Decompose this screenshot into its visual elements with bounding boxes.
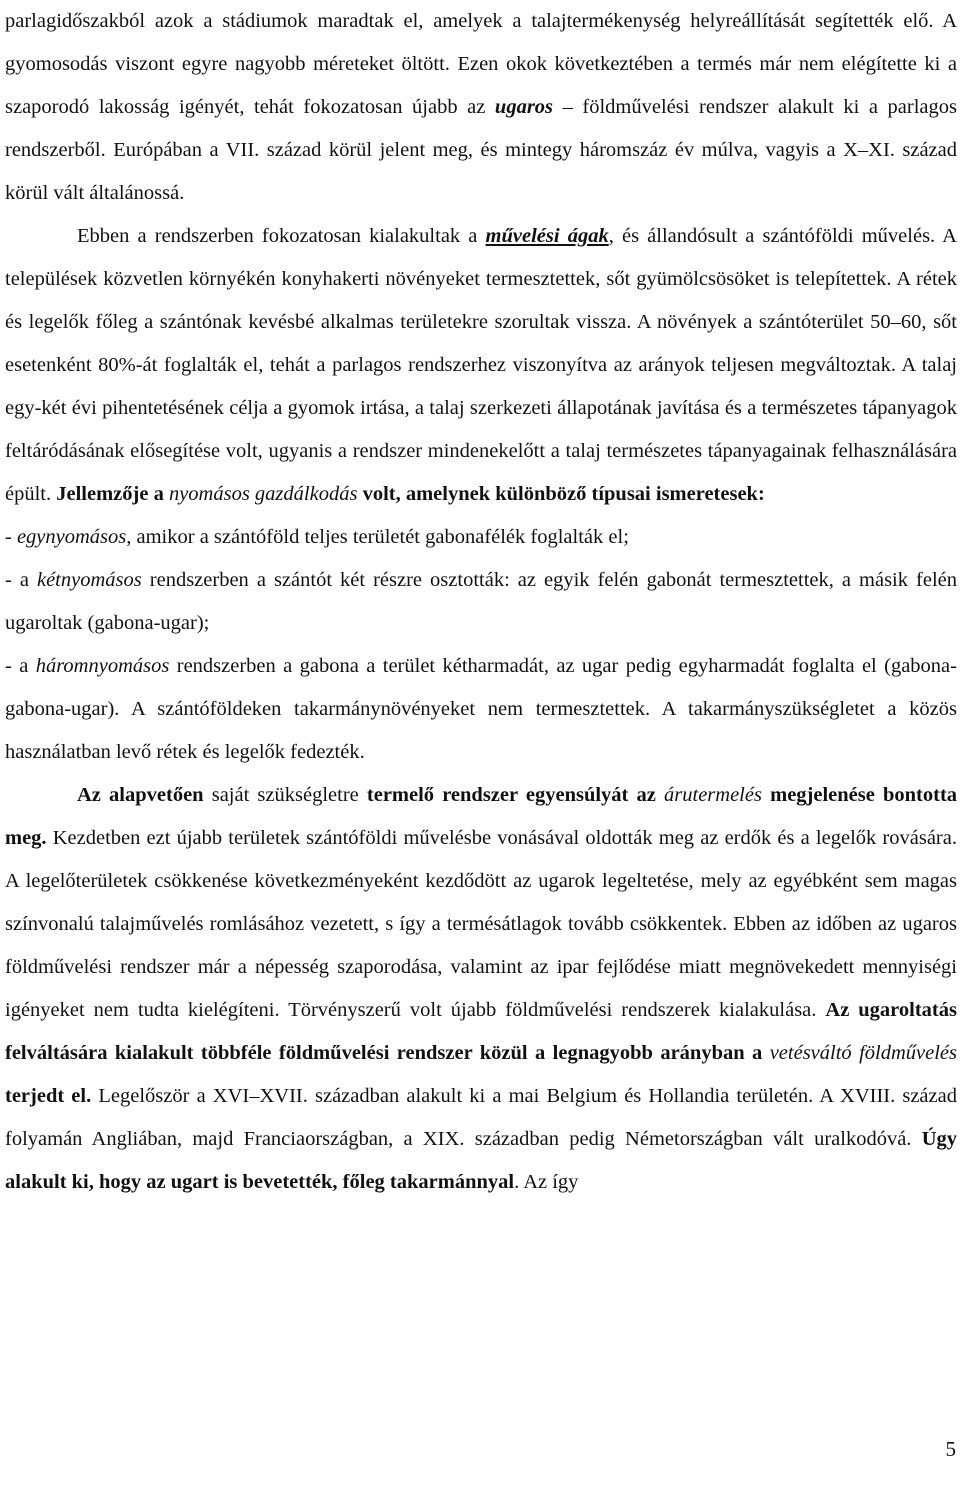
term-haromnyomasos: háromnyomásos [35,655,170,677]
text-run: – földművelési rendszer alakult ki a parlagos rendszerből. Európában a VII. század körül jelent meg, és mintegy háromszáz év múlva, vagyis a X–XI. század körül vált általánossá. [5,96,957,204]
bold-run: volt, amelynek különböző típusai ismeretesek: [357,483,765,505]
paragraph-arutermeles: Az alapvetően saját szükségletre termelő rendszer egyensúlyát az árutermelés megjelenése bontotta meg. Kezdetben ezt újabb területek szántóföldi művelésbe vonásával oldották meg az erdők és a legelők rovására. A legelőterületek csökkenése következményeként kezdődött az ugarok legeltetése, mely az egyébként sem magas színvonalú talajművelés romlásához vezetett, s így a termésátlagok tovább csökkentek. Ebben az időben az ugaros földművelési rendszer már a népesség szaporodása, valamint az ipar fejlődése miatt megnövekedett mennyiségi igényeket nem tudta kielégíteni. Törvényszerű volt újabb földművelési rendszerek kialakulása. Az ugaroltatás felváltására kialakult többféle földművelési rendszer közül a legnagyobb arányban a vetésváltó földművelés terjedt el. Legelőször a XVI–XVII. században alakult ki a mai Belgium és Hollandia területén. A XVIII. század folyamán Angliában, majd Franciaországban, a XIX. században pedig Németországban vált uralkodóvá. Úgy alakult ki, hogy az ugart is bevetették, főleg takarmánnyal. Az így [5,784,958,1193]
term-ugaros: ugaros [494,96,554,118]
bold-run: Az ugaroltatás felváltására kialakult többféle földművelési rendszer közül a legnagyobb arányban a [5,999,957,1064]
text-run: , és állandósult a szántóföldi művelés. A települések közvetlen környékén konyhakerti növényeket termesztettek, sőt gyümölcsösöket is telepítettek. A rétek és legelők főleg a szántónak kevésbé alkalmas területekre szorultak vissza. A növények a szántóterület 50–60, sőt esetenként 80%-át foglalták el, tehát a parlagos rendszerhez viszonyítva az arányok teljesen megváltoztak. A talaj egy-két évi pihentetésének célja a gyomok irtása, a talaj szerkezeti állapotának javítása és a természetes tápanyagok feltáródásának elősegítése volt, ugyanis a rendszer mindenekelőtt a talaj természetes tápanyagainak felhasználására épült. [5,225,957,505]
bold-run: Az alapvetően [77,784,204,806]
term-nyomasos-gazdalkodas: nyomásos gazdálkodás [168,483,358,505]
bold-run: megjelenése bontotta meg. [5,784,958,849]
term-arutermeles: árutermelés [664,784,762,806]
document-page [5,0,957,1204]
term-muvelesi-agak: művelési ágak [485,225,609,247]
page-number: 5 [945,1437,956,1461]
bold-run: terjedt el. [5,1085,92,1107]
term-vetesvalto: vetésváltó földművelés [769,1042,957,1064]
text-run: parlagidőszakból azok a stádiumok maradtak el, amelyek a talajtermékenység helyreállítását segítették elő. A gyomosodás viszont egyre nagyobb méreteket öltött. Ezen okok következtében a termés már nem elégítette ki a szaporodó lakosság igényét, tehát fokozatosan újabb az [5,10,957,118]
paragraph-muvelesi-agak [5,215,957,516]
list-item-haromnyomasos: - a háromnyomásos rendszerben a gabona a terület kétharmadát, az ugar pedig egyharmadát foglalta el (gabona-gabona-ugar). A szántóföldeken takarmánynövényeket nem termesztettek. A takarmányszükségletet a közös használatban levő rétek és legelők fedezték. [5,655,957,763]
list-item-ketnyomasos: - a kétnyomásos rendszerben a szántót két részre osztották: az egyik felén gabonát termesztettek, a másik felén ugaroltak (gabona-ugar); [5,569,957,634]
paragraph-ugaros-intro [5,0,957,215]
bold-run: Jellemzője a [56,483,169,505]
list-item-egynyomasos: - egynyomásos, amikor a szántóföld teljes területét gabonafélék foglalták el; [5,526,629,548]
bold-run: termelő rendszer egyensúlyát az [366,784,656,806]
text-run: Ebben a rendszerben fokozatosan kialakultak a [77,225,486,247]
term-egynyomasos: egynyomásos [16,526,127,548]
term-ketnyomasos: kétnyomásos [36,569,142,591]
bold-run: Úgy alakult ki, hogy az ugart is bevetették, főleg takarmánnyal [5,1128,957,1193]
